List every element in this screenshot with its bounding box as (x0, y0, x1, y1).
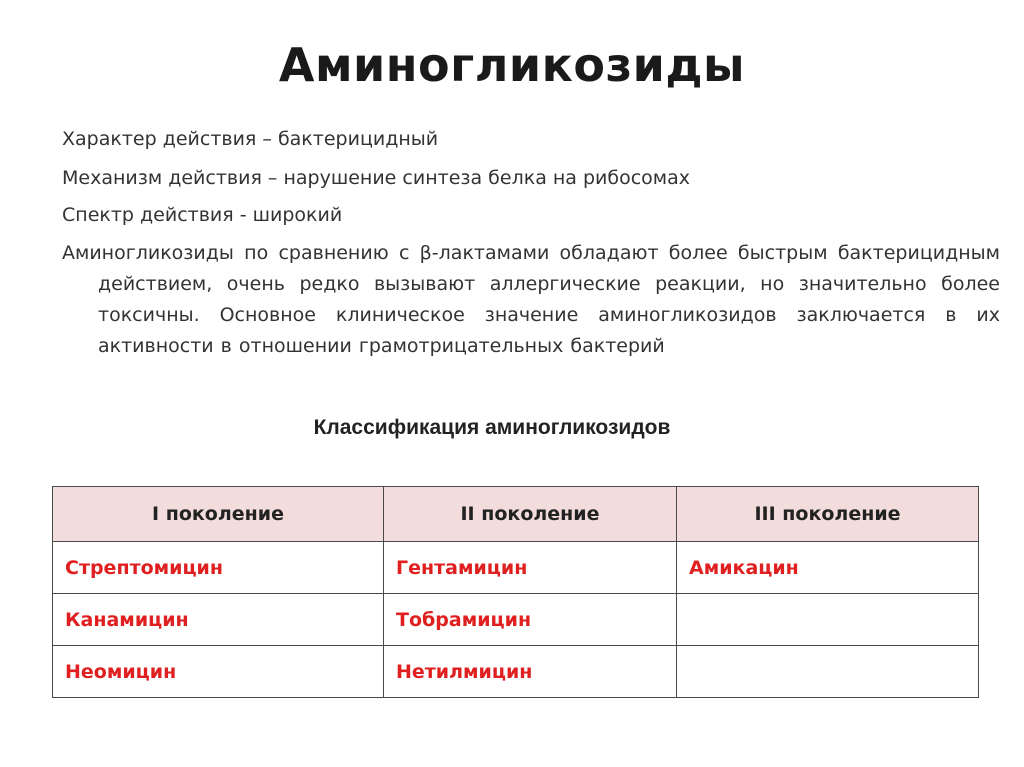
table-cell: Тобрамицин (384, 594, 677, 646)
header-generation-2: II поколение (384, 487, 677, 542)
action-character-line: Характер действия – бактерицидный (62, 128, 439, 150)
table-cell: Стрептомицин (53, 542, 384, 594)
table-cell: Канамицин (53, 594, 384, 646)
table-cell: Нетилмицин (384, 646, 677, 698)
table-cell: Гентамицин (384, 542, 677, 594)
comparison-paragraph: Аминогликозиды по сравнению с β-лактамами обладают более быстрым бактерицидным действием, очень редко вызывают аллергические реакции, но значительно более токсичны. Основное клиническое значение аминогликозидов заключается в их активности в отношении грамотрицательных бактерий (62, 242, 1000, 357)
table-cell: Неомицин (53, 646, 384, 698)
table-row (53, 646, 979, 698)
table-header-row (53, 487, 979, 542)
classification-title: Классификация аминогликозидов (313, 416, 671, 439)
table-cell (677, 594, 979, 646)
mechanism-line: Механизм действия – нарушение синтеза белка на рибосомах (62, 167, 691, 189)
table-cell: Амикацин (677, 542, 979, 594)
table-row (53, 594, 979, 646)
header-generation-3: III поколение (677, 487, 979, 542)
header-generation-1: I поколение (53, 487, 384, 542)
table-row (53, 542, 979, 594)
page-title: Аминогликозиды (278, 38, 746, 92)
classification-table (52, 486, 979, 698)
table-cell (677, 646, 979, 698)
spectrum-line: Спектр действия - широкий (62, 204, 343, 226)
